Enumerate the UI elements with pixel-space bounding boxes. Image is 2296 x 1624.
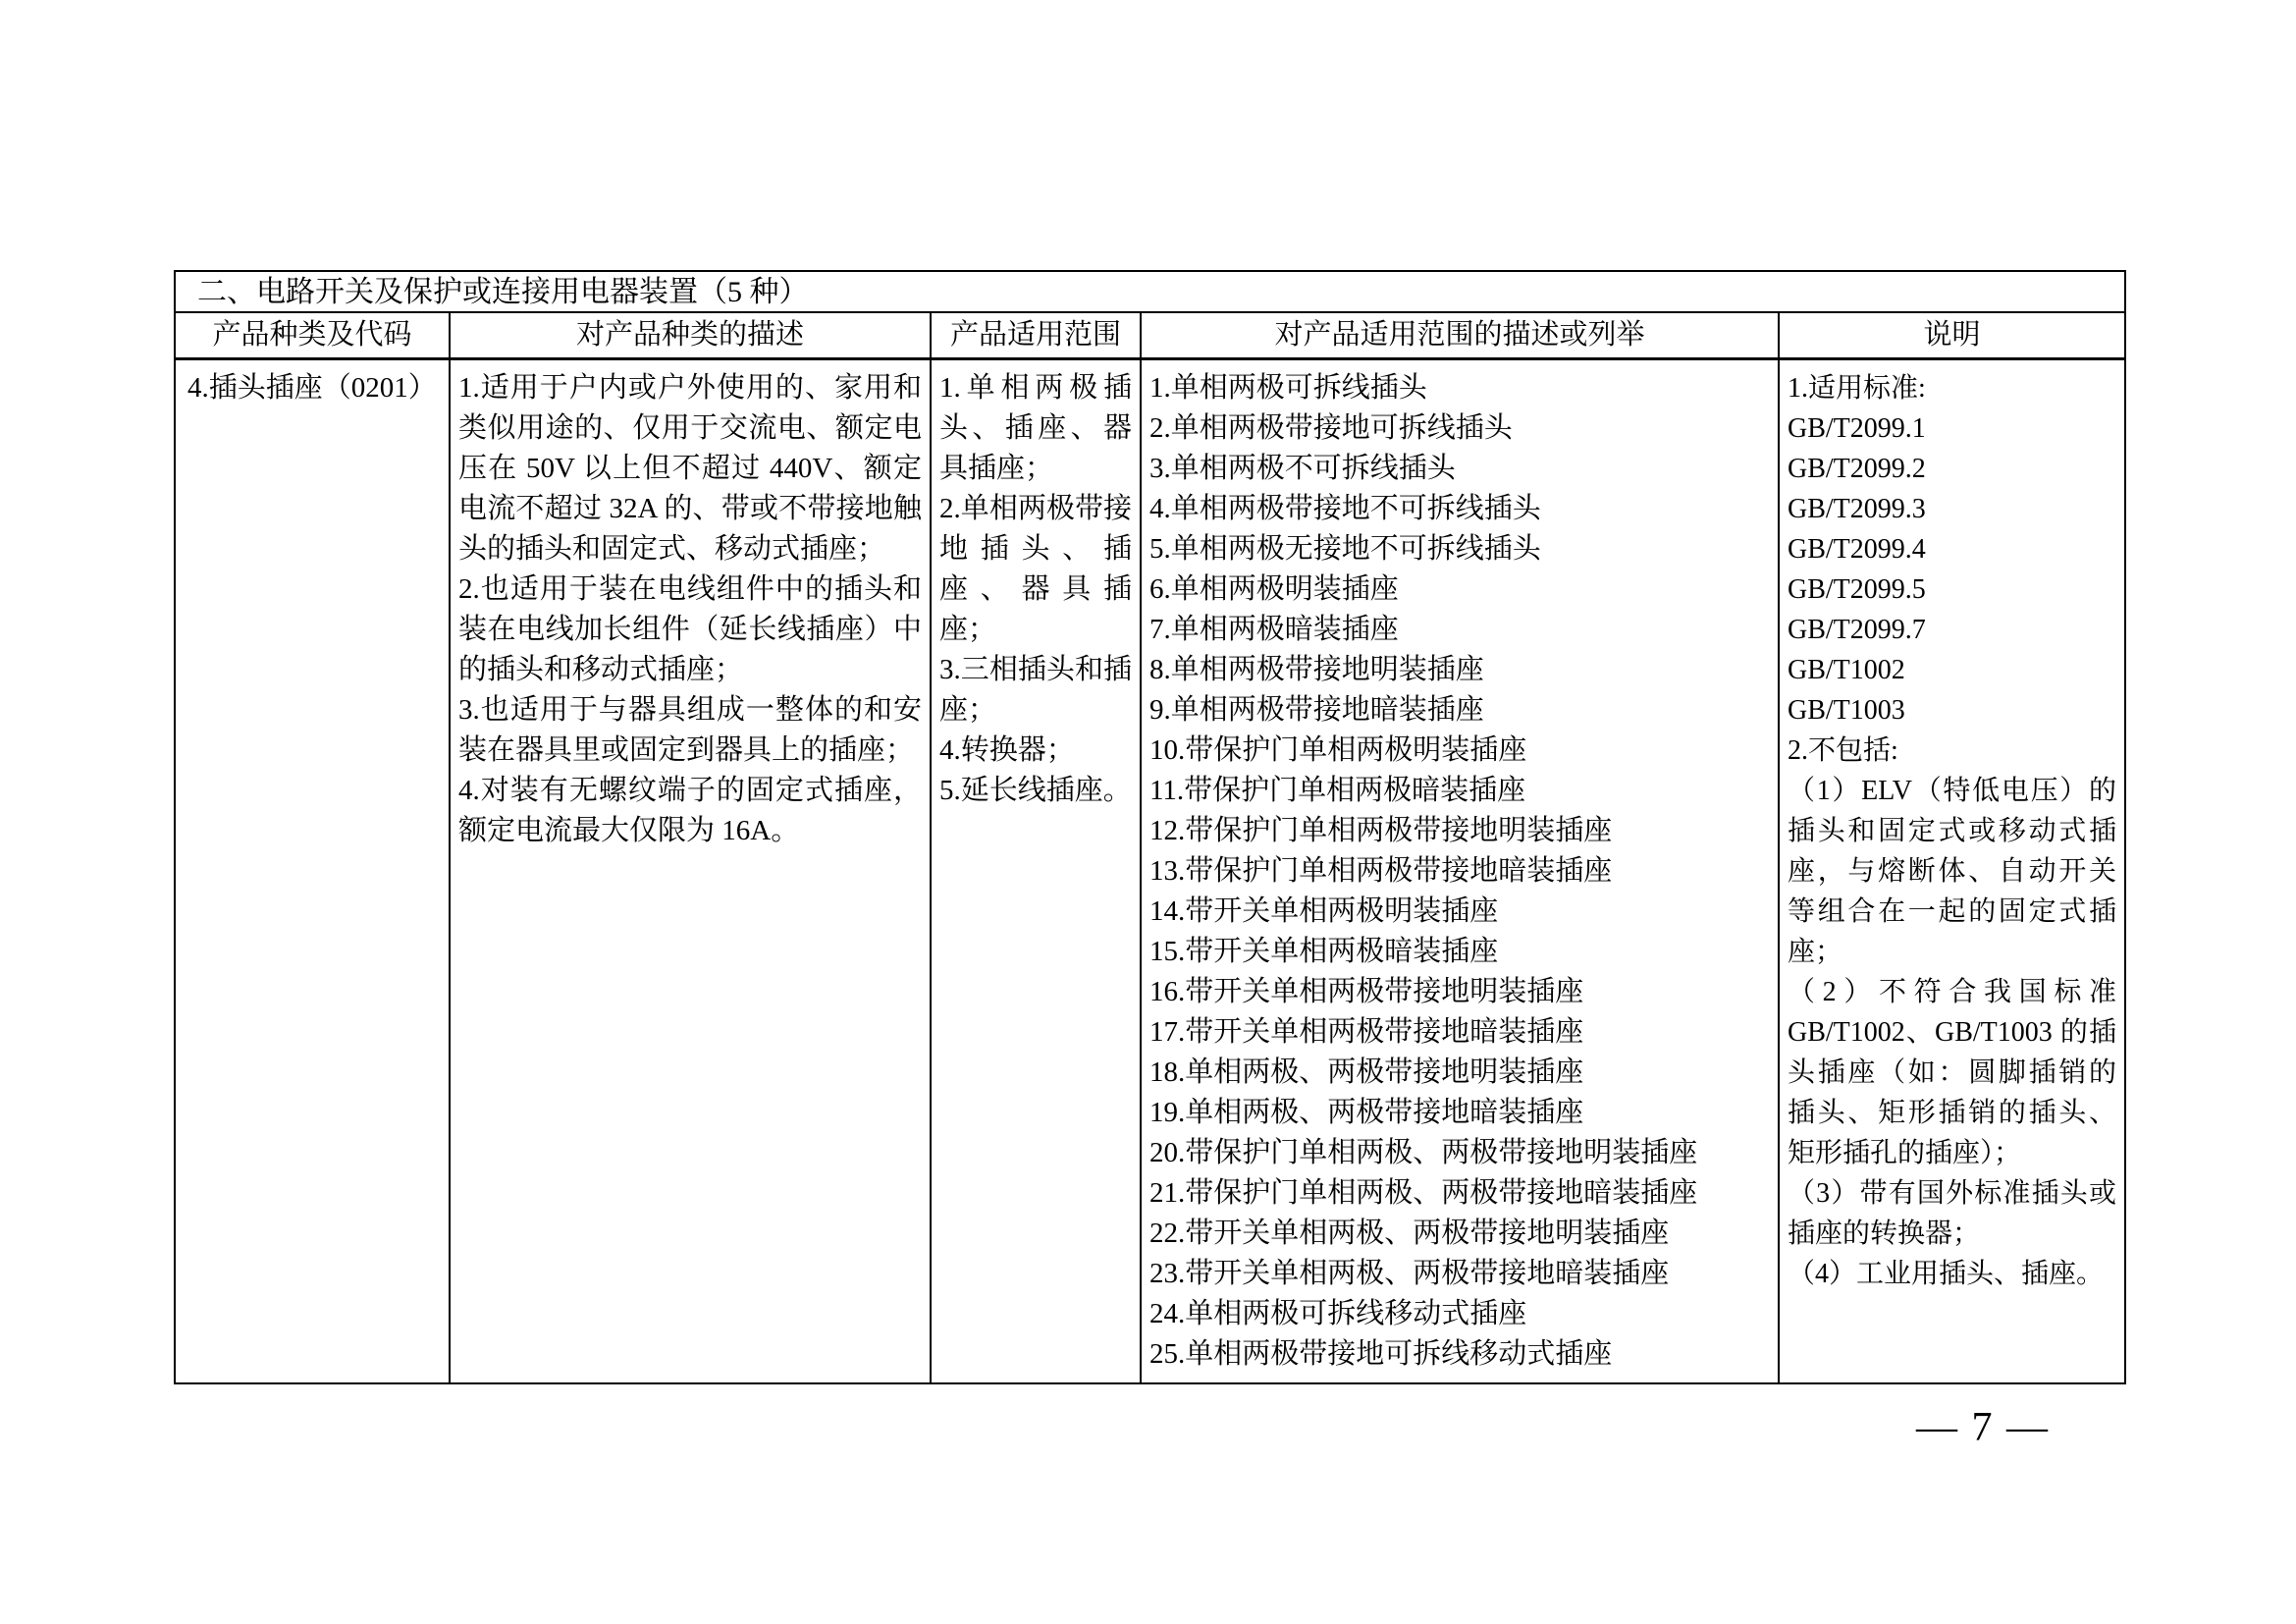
scope-enumeration-item: 24.单相两极可拆线移动式插座 bbox=[1149, 1298, 1527, 1329]
scope-enumeration-item: 9.单相两极带接地暗装插座 bbox=[1149, 694, 1484, 726]
scope-enumeration-item: 23.带开关单相两极、两极带接地暗装插座 bbox=[1149, 1258, 1670, 1289]
cell-product-description bbox=[451, 360, 932, 1382]
notes-item: GB/T2099.1 bbox=[1788, 413, 1926, 444]
scope-enumeration-item: 1.单相两极可拆线插头 bbox=[1149, 372, 1427, 404]
notes-item: 1.适用标准: bbox=[1788, 373, 1926, 404]
header-product-type-code: 产品种类及代码 bbox=[176, 313, 451, 357]
scope-enumeration-item: 14.带开关单相两极明装插座 bbox=[1149, 895, 1499, 927]
cell-notes bbox=[1780, 360, 2124, 1382]
scope-item: 1.单相两极插头、插座、器具插座； bbox=[939, 372, 1132, 484]
scope-item: 5.延长线插座。 bbox=[939, 775, 1132, 806]
notes-item: （2）不符合我国标准 GB/T1002、GB/T1003 的插头插座（如：圆脚插销的插头、矩形插销的插头、矩形插孔的插座）； bbox=[1788, 977, 2116, 1168]
scope-enumeration-item: 10.带保护门单相两极明装插座 bbox=[1149, 734, 1527, 766]
header-product-description: 对产品种类的描述 bbox=[451, 313, 932, 357]
page-number: — 7 — bbox=[1916, 1405, 2050, 1450]
scope-enumeration-item: 16.带开关单相两极带接地明装插座 bbox=[1149, 976, 1584, 1007]
scope-enumeration-item: 12.带保护门单相两极带接地明装插座 bbox=[1149, 815, 1613, 846]
cell-product-scope bbox=[932, 360, 1142, 1382]
scope-enumeration-item: 5.单相两极无接地不可拆线插头 bbox=[1149, 533, 1541, 565]
scope-enumeration-item: 19.单相两极、两极带接地暗装插座 bbox=[1149, 1097, 1584, 1128]
header-notes: 说明 bbox=[1923, 319, 1981, 351]
notes-item: （1）ELV（特低电压）的插头和固定式或移动式插座，与熔断体、自动开关等组合在一起的固定式插座； bbox=[1788, 776, 2116, 967]
cell-scope-enumeration bbox=[1142, 360, 1780, 1382]
scope-enumeration-item: 25.单相两极带接地可拆线移动式插座 bbox=[1149, 1338, 1613, 1370]
header-product-scope: 产品适用范围 bbox=[932, 313, 1142, 357]
scope-item: 2.单相两极带接地插头、插座、器具插座； bbox=[939, 493, 1132, 645]
notes-item: GB/T2099.4 bbox=[1788, 534, 1926, 565]
header-scope-enumeration: 对产品适用范围的描述或列举 bbox=[1142, 313, 1780, 357]
notes-item: GB/T2099.3 bbox=[1788, 494, 1926, 524]
scope-enumeration-item: 2.单相两极带接地可拆线插头 bbox=[1149, 412, 1513, 444]
notes-item: GB/T2099.7 bbox=[1788, 615, 1926, 645]
scope-enumeration-item: 8.单相两极带接地明装插座 bbox=[1149, 654, 1484, 685]
scope-enumeration-item: 20.带保护门单相两极、两极带接地明装插座 bbox=[1149, 1137, 1698, 1168]
cell-product-type-code: 4.插头插座（0201） bbox=[176, 360, 451, 1382]
scope-enumeration-item: 4.单相两极带接地不可拆线插头 bbox=[1149, 493, 1541, 524]
table-row bbox=[176, 360, 2124, 1382]
scope-enumeration-item: 17.带开关单相两极带接地暗装插座 bbox=[1149, 1016, 1584, 1048]
scope-enumeration-item: 21.带保护门单相两极、两极带接地暗装插座 bbox=[1149, 1177, 1698, 1209]
notes-item: 2.不包括: bbox=[1788, 735, 1898, 766]
scope-enumeration-item: 7.单相两极暗装插座 bbox=[1149, 614, 1399, 645]
notes-item: （3）带有国外标准插头或插座的转换器； bbox=[1788, 1178, 2116, 1249]
description-item: 2.也适用于装在电线组件中的插头和装在电线加长组件（延长线插座）中的插头和移动式插座； bbox=[458, 573, 922, 685]
product-table bbox=[174, 270, 2126, 1384]
notes-item: GB/T2099.5 bbox=[1788, 574, 1926, 605]
notes-item: GB/T1003 bbox=[1788, 695, 1905, 726]
scope-enumeration-item: 13.带保护门单相两极带接地暗装插座 bbox=[1149, 855, 1613, 887]
table-header-row bbox=[176, 313, 2124, 360]
scope-enumeration-item: 6.单相两极明装插座 bbox=[1149, 573, 1399, 605]
section-title: 二、电路开关及保护或连接用电器装置（5 种） bbox=[176, 272, 2124, 313]
scope-enumeration-item: 15.带开关单相两极暗装插座 bbox=[1149, 936, 1499, 967]
notes-item: GB/T1002 bbox=[1788, 655, 1905, 685]
scope-enumeration-item: 22.带开关单相两极、两极带接地明装插座 bbox=[1149, 1218, 1670, 1249]
scope-item: 3.三相插头和插座； bbox=[939, 654, 1132, 726]
scope-enumeration-item: 18.单相两极、两极带接地明装插座 bbox=[1149, 1056, 1584, 1088]
notes-item: （4）工业用插头、插座。 bbox=[1788, 1259, 2105, 1289]
notes-item: GB/T2099.2 bbox=[1788, 454, 1926, 484]
scope-enumeration-item: 11.带保护门单相两极暗装插座 bbox=[1149, 775, 1526, 806]
scope-enumeration-item: 3.单相两极不可拆线插头 bbox=[1149, 453, 1456, 484]
scope-item: 4.转换器； bbox=[939, 734, 1075, 766]
description-item: 4.对装有无螺纹端子的固定式插座，额定电流最大仅限为 16A。 bbox=[458, 775, 922, 846]
description-item: 1.适用于户内或户外使用的、家用和类似用途的、仅用于交流电、额定电压在 50V 以上但不超过 440V、额定电流不超过 32A 的、带或不带接地触头的插头和固定式、移动式插座； bbox=[458, 372, 922, 565]
description-item: 3.也适用于与器具组成一整体的和安装在器具里或固定到器具上的插座； bbox=[458, 694, 922, 766]
